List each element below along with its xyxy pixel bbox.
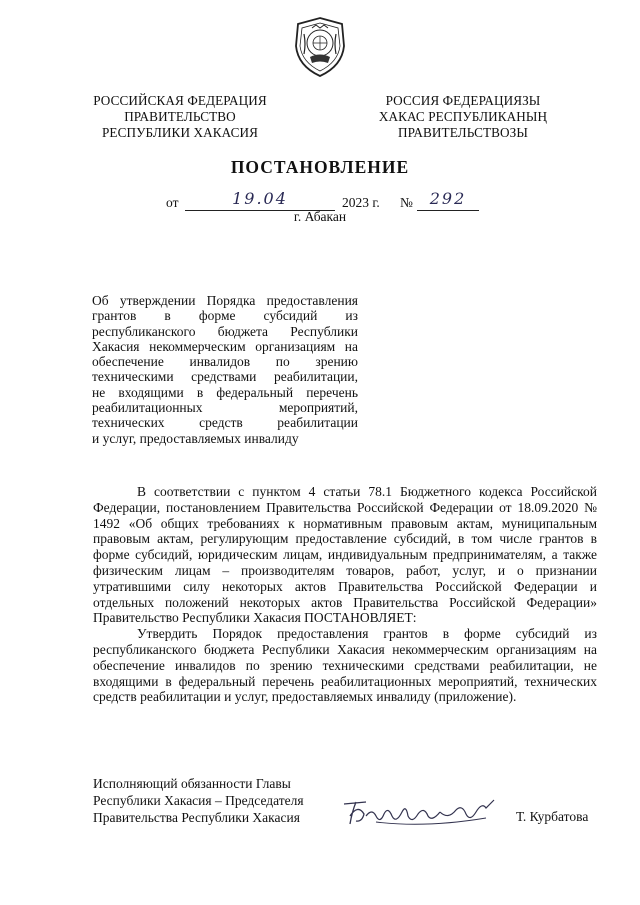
- header-left-line: РОССИЙСКАЯ ФЕДЕРАЦИЯ: [93, 93, 267, 108]
- header-right-khakas: [365, 93, 561, 141]
- subject-line: республиканского бюджета Республики: [92, 323, 358, 339]
- body-paragraph-resolution: Утвердить Порядок предоставления грантов в форме субсидий из республиканского бюджета Республики Хакасия некоммерческим организациям на обеспечение инвалидов по зрению техническими средствами реабилитации, не входящими в федеральный перечень реабилитационных мероприятий, технических средств реабилитации и услуг, предоставляемых инвалиду (приложение).: [93, 626, 597, 705]
- city-label: г. Абакан: [293, 209, 347, 224]
- header-right-line: ХАКАС РЕСПУБЛИКАНЫҢ: [378, 109, 548, 124]
- subject-line: Об утверждении Порядка предоставления: [92, 293, 358, 308]
- subject-line: и услуг, предоставляемых инвалиду: [92, 430, 299, 446]
- body-paragraph-preamble: В соответствии с пунктом 4 статьи 78.1 Бюджетного кодекса Российской Федерации, постановлением Правительства Российской Федерации от 18.09.2020 № 1492 «Об общих требованиях к нормативным правовым актам, муниципальным правовым актам, регулирующим предоставление субсидий, в том числе грантов в форме субсидий, юридическим лицам, индивидуальным предпринимателям, а также физическим лицам – производителям товаров, работ, услуг, и о признании утратившими силу некоторых актов Правительства Российской Федерации и отдельных положений некоторых актов Правительства Российской Федерации» Правительство Республики Хакасия ПОСТАНОВЛЯЕТ:: [93, 484, 597, 626]
- signatory-position-line: Республики Хакасия – Председателя: [93, 793, 304, 808]
- year-label: 2023 г.: [342, 195, 380, 210]
- subject-line: не входящими в федеральный перечень: [92, 384, 358, 400]
- handwritten-number: 292: [429, 189, 467, 208]
- coat-of-arms-icon: [290, 16, 350, 78]
- subject-line: грантов в форме субсидий из: [92, 308, 358, 324]
- header-left-line: РЕСПУБЛИКИ ХАКАСИЯ: [102, 125, 258, 140]
- subject-line: Хакасия некоммерческим организациям на: [92, 338, 358, 354]
- number-sign: №: [400, 195, 413, 210]
- subject-line: обеспечение инвалидов по зрению: [92, 354, 358, 370]
- header-left-line: ПРАВИТЕЛЬСТВО: [124, 109, 236, 124]
- subject-block: [92, 293, 358, 446]
- signatory-position-line: Исполняющий обязанности Главы: [93, 776, 291, 791]
- date-prefix: от: [166, 195, 179, 210]
- signatory-position: [93, 775, 333, 826]
- header-right-line: ПРАВИТЕЛЬСТВОЗЫ: [398, 125, 528, 140]
- signatory-position-line: Правительства Республики Хакасия: [93, 810, 300, 825]
- subject-line: реабилитационных мероприятий,: [92, 400, 358, 416]
- subject-line: технических средств реабилитации: [92, 415, 358, 431]
- handwritten-signature-icon: [336, 794, 506, 830]
- header-left-russian: [82, 93, 278, 141]
- signatory-name: Т. Курбатова: [516, 809, 589, 824]
- body-text: [93, 484, 597, 705]
- handwritten-date: 19.04: [232, 189, 288, 208]
- subject-line: техническими средствами реабилитации,: [92, 369, 358, 385]
- header-right-line: РОССИЯ ФЕДЕРАЦИЯЗЫ: [385, 93, 541, 108]
- document-title: ПОСТАНОВЛЕНИЕ: [230, 157, 410, 177]
